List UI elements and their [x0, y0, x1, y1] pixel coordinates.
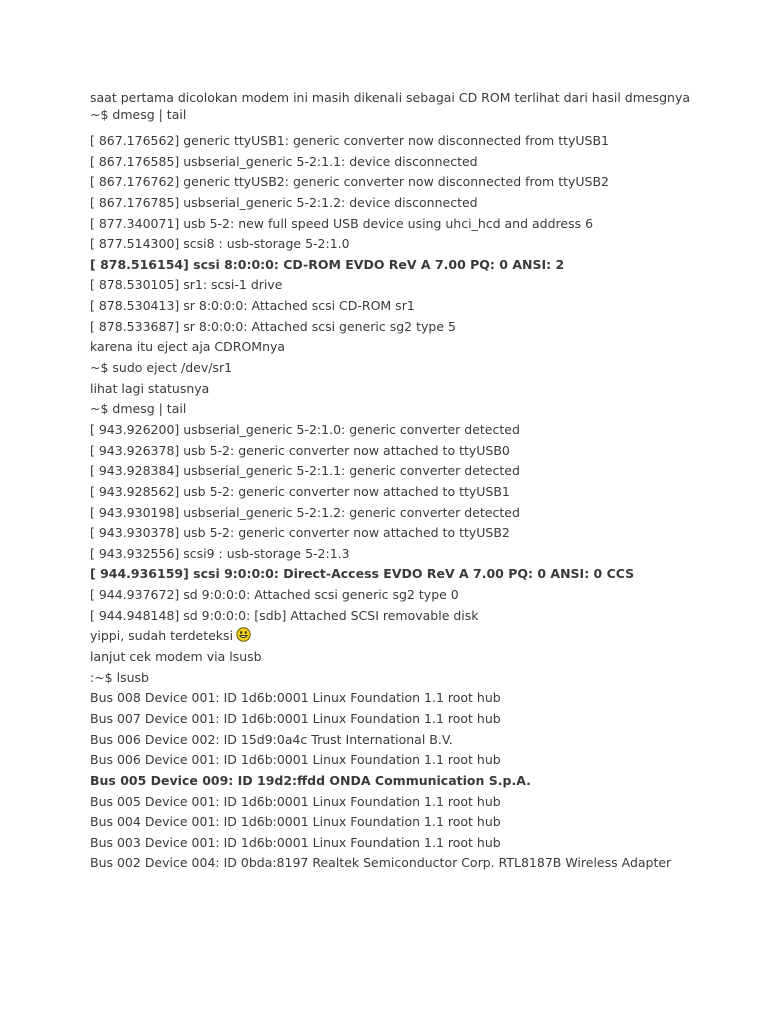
log-line-text: [ 943.926378] usb 5-2: generic converter now attached to ttyUSB0 [90, 442, 510, 458]
log-line [90, 172, 760, 193]
log-line-text: :~$ lsusb [90, 669, 149, 685]
log-line-text: Bus 005 Device 001: ID 1d6b:0001 Linux Foundation 1.1 root hub [90, 793, 501, 809]
first-command: ~$ dmesg | tail [90, 107, 187, 122]
log-line-text: karena itu eject aja CDROMnya [90, 339, 286, 355]
log-line [90, 812, 760, 833]
log-line [90, 606, 760, 627]
log-line [90, 441, 760, 462]
log-line [90, 275, 760, 296]
log-line [90, 358, 760, 379]
log-line-text: [ 944.936159] scsi 9:0:0:0: Direct-Access EVDO ReV A 7.00 PQ: 0 ANSI: 0 CCS [90, 566, 635, 582]
log-line-text: [ 878.530413] sr 8:0:0:0: Attached scsi CD-ROM sr1 [90, 298, 415, 314]
log-line-text: [ 944.948148] sd 9:0:0:0: [sdb] Attached SCSI removable disk [90, 607, 479, 623]
log-line-text: [ 878.530105] sr1: scsi-1 drive [90, 277, 283, 293]
log-line [90, 317, 760, 338]
log-line [90, 379, 760, 400]
log-line-text: Bus 005 Device 009: ID 19d2:ffdd ONDA Communication S.p.A. [90, 772, 531, 788]
log-line-text: [ 943.930198] usbserial_generic 5-2:1.2: generic converter detected [90, 504, 520, 520]
log-line-text: [ 877.514300] scsi8 : usb-storage 5-2:1.0 [90, 236, 350, 252]
log-line [90, 214, 760, 235]
log-line [90, 420, 760, 441]
log-line-text: [ 943.930378] usb 5-2: generic converter now attached to ttyUSB2 [90, 525, 510, 541]
log-line [90, 255, 760, 276]
log-line [90, 152, 760, 173]
log-line [90, 503, 760, 524]
log-line [90, 296, 760, 317]
log-line-text: [ 867.176785] usbserial_generic 5-2:1.2: device disconnected [90, 194, 478, 210]
log-line [90, 626, 760, 647]
log-line [90, 792, 760, 813]
log-line-text: lihat lagi statusnya [90, 380, 210, 396]
log-line [90, 564, 760, 585]
log-line-text: [ 943.932556] scsi9 : usb-storage 5-2:1.3 [90, 545, 350, 561]
log-line-text: [ 877.340071] usb 5-2: new full speed USB device using uhci_hcd and address 6 [90, 215, 594, 231]
log-line-text: Bus 006 Device 001: ID 1d6b:0001 Linux Foundation 1.1 root hub [90, 752, 501, 768]
log-line [90, 585, 760, 606]
log-line-text: Bus 007 Device 001: ID 1d6b:0001 Linux Foundation 1.1 root hub [90, 710, 501, 726]
log-line-text: [ 867.176762] generic ttyUSB2: generic converter now disconnected from ttyUSB2 [90, 174, 610, 190]
log-line-text: [ 944.937672] sd 9:0:0:0: Attached scsi generic sg2 type 0 [90, 587, 459, 603]
log-line [90, 337, 760, 358]
log-line [90, 771, 760, 792]
log-line-text: Bus 006 Device 002: ID 15d9:0a4c Trust International B.V. [90, 731, 453, 747]
log-line [90, 399, 760, 420]
log-line [90, 544, 760, 565]
log-line-text: Bus 002 Device 004: ID 0bda:8197 Realtek Semiconductor Corp. RTL8187B Wireless Adapter [90, 855, 672, 871]
log-line-text: ~$ sudo eject /dev/sr1 [90, 360, 233, 376]
log-line [90, 730, 760, 751]
log-line [90, 709, 760, 730]
log-line [90, 193, 760, 214]
log-line-text: [ 867.176585] usbserial_generic 5-2:1.1: device disconnected [90, 153, 478, 169]
log-line-text: [ 878.533687] sr 8:0:0:0: Attached scsi generic sg2 type 5 [90, 318, 456, 334]
document-body [90, 89, 760, 874]
log-line [90, 647, 760, 668]
log-line [90, 853, 760, 874]
log-line [90, 234, 760, 255]
log-line-text: lanjut cek modem via lsusb [90, 649, 262, 665]
log-line-text: Bus 003 Device 001: ID 1d6b:0001 Linux Foundation 1.1 root hub [90, 834, 501, 850]
log-line [90, 461, 760, 482]
smiley-icon [236, 627, 251, 649]
log-line-text: Bus 008 Device 001: ID 1d6b:0001 Linux Foundation 1.1 root hub [90, 690, 501, 706]
log-line [90, 131, 760, 152]
log-line [90, 523, 760, 544]
intro-paragraph: saat pertama dicolokan modem ini masih dikenali sebagai CD ROM terlihat dari hasil dmesgnya [90, 90, 691, 105]
log-line-text: yippi, sudah terdeteksi [90, 628, 234, 644]
log-line-text: Bus 004 Device 001: ID 1d6b:0001 Linux Foundation 1.1 root hub [90, 814, 501, 830]
log-line [90, 688, 760, 709]
log-line [90, 750, 760, 771]
log-line-text: [ 867.176562] generic ttyUSB1: generic converter now disconnected from ttyUSB1 [90, 133, 610, 148]
log-line-text: [ 943.928384] usbserial_generic 5-2:1.1: generic converter detected [90, 463, 520, 479]
log-line-text: [ 943.928562] usb 5-2: generic converter now attached to ttyUSB1 [90, 483, 510, 499]
log-lines [90, 131, 760, 874]
log-line-text: [ 878.516154] scsi 8:0:0:0: CD-ROM EVDO ReV A 7.00 PQ: 0 ANSI: 2 [90, 256, 565, 272]
log-line-text: ~$ dmesg | tail [90, 401, 187, 417]
log-line-text: [ 943.926200] usbserial_generic 5-2:1.0: generic converter detected [90, 421, 520, 437]
log-line [90, 668, 760, 689]
log-line [90, 833, 760, 854]
log-line [90, 482, 760, 503]
